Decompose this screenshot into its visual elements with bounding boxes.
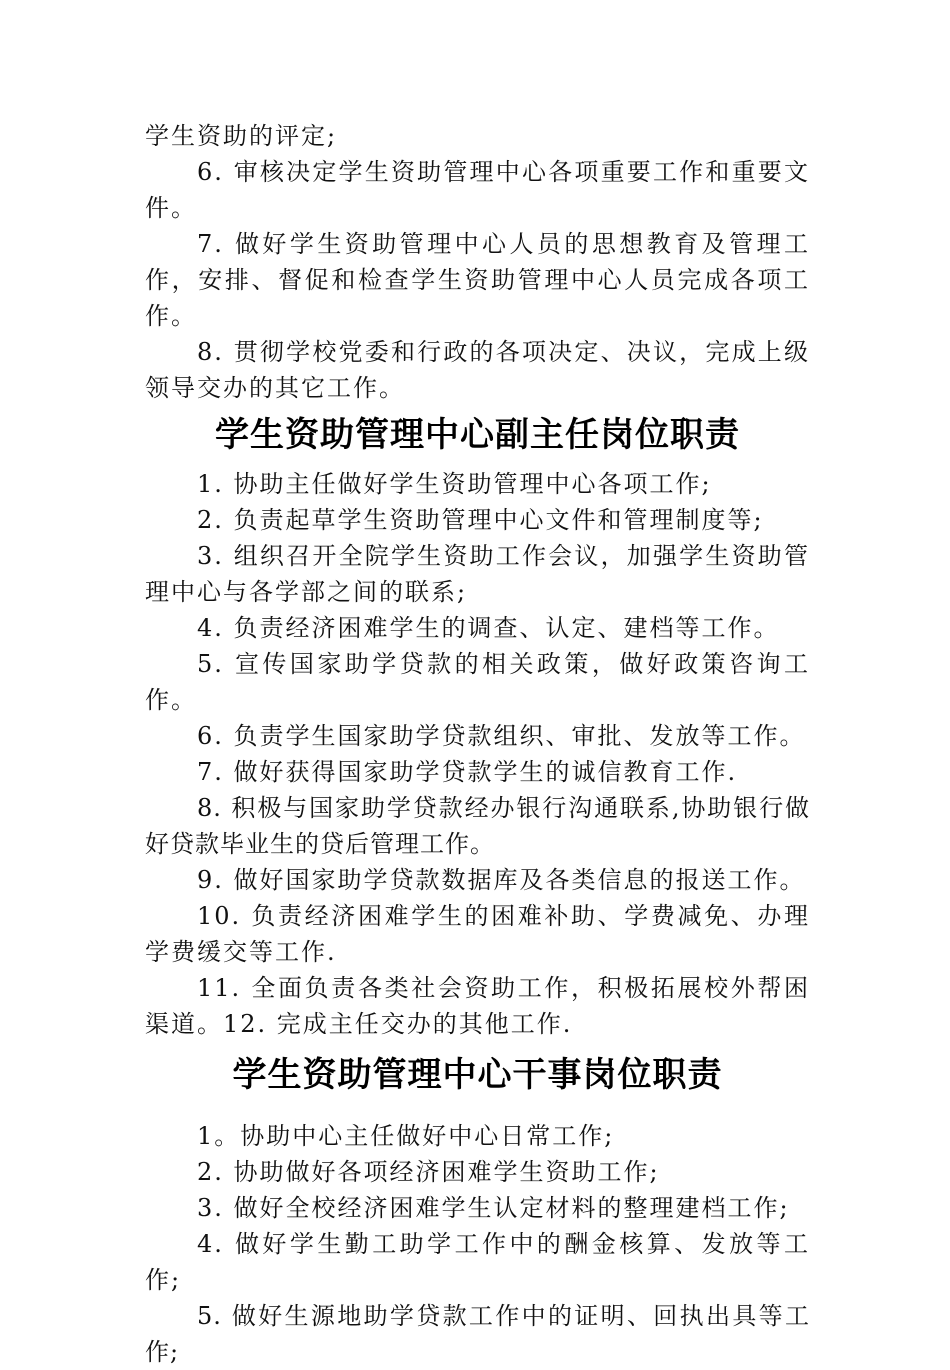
officer-duties-heading: 学生资助管理中心干事岗位职责 [232,1055,723,1095]
intro-item-8: 8. 贯彻学校党委和行政的各项决定、决议，完成上级领导交办的其它工作。 [145,338,810,402]
deputy-item-2: 2. 负责起草学生资助管理中心文件和管理制度等; [197,506,764,534]
deputy-item-4: 4. 负责经济困难学生的调查、认定、建档等工作。 [197,614,780,642]
intro-continuation: 学生资助的评定; [145,122,338,150]
officer-item-2: 2. 协助做好各项经济困难学生资助工作; [197,1158,660,1186]
intro-item-7: 7. 做好学生资助管理中心人员的思想教育及管理工作，安排、督促和检查学生资助管理中心人员完成各项工作。 [145,230,810,330]
deputy-item-3: 3. 组织召开全院学生资助工作会议，加强学生资助管理中心与各学部之间的联系; [145,542,810,606]
intro-item-6: 6. 审核决定学生资助管理中心各项重要工作和重要文件。 [145,158,810,222]
deputy-item-5: 5. 宣传国家助学贷款的相关政策，做好政策咨询工作。 [145,650,810,714]
officer-item-5: 5. 做好生源地助学贷款工作中的证明、回执出具等工作; [145,1302,810,1366]
officer-item-1: 1。协助中心主任做好中心日常工作; [197,1122,615,1150]
officer-item-3: 3. 做好全校经济困难学生认定材料的整理建档工作; [197,1194,790,1222]
deputy-item-6: 6. 负责学生国家助学贷款组织、审批、发放等工作。 [197,722,806,750]
document-body [145,118,810,1370]
officer-item-4: 4. 做好学生勤工助学工作中的酬金核算、发放等工作; [145,1230,810,1294]
deputy-item-9: 9. 做好国家助学贷款数据库及各类信息的报送工作。 [197,866,806,894]
deputy-item-7: 7. 做好获得国家助学贷款学生的诚信教育工作. [197,758,738,786]
deputy-item-10: 10. 负责经济困难学生的困难补助、学费减免、办理学费缓交等工作. [145,902,810,966]
deputy-item-11-12: 11. 全面负责各类社会资助工作，积极拓展校外帮困渠道。12. 完成主任交办的其他工作. [145,974,810,1038]
deputy-item-8: 8. 积极与国家助学贷款经办银行沟通联系,协助银行做好贷款毕业生的贷后管理工作。 [145,794,810,858]
deputy-item-1: 1. 协助主任做好学生资助管理中心各项工作; [197,470,712,498]
deputy-director-duties-heading: 学生资助管理中心副主任岗位职责 [215,415,740,455]
